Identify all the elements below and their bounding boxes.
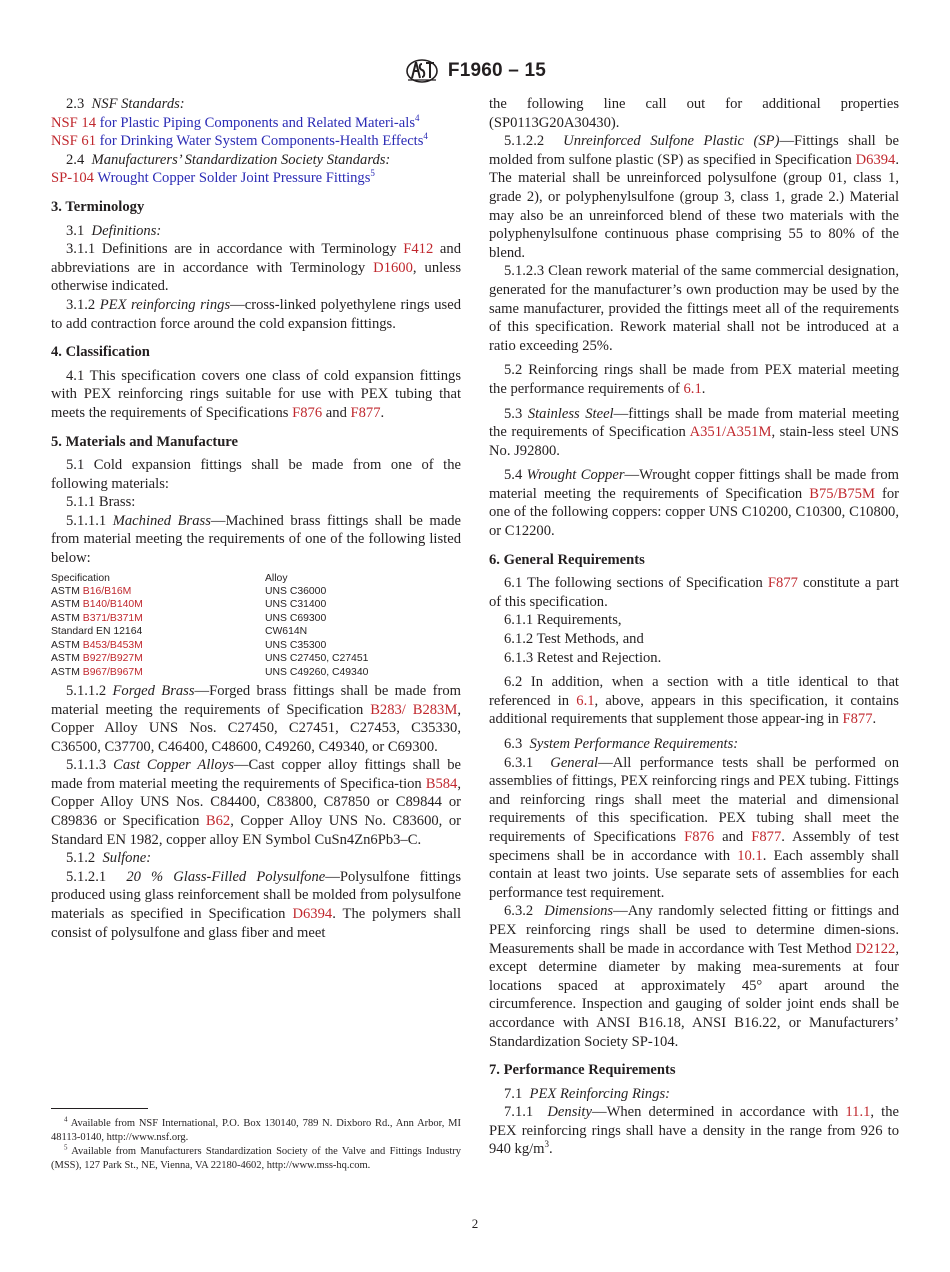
link-6-1[interactable]: 6.1 (576, 692, 595, 709)
link-b283[interactable]: B283/ B283M (370, 701, 458, 718)
link-f877[interactable]: F877 (350, 404, 381, 421)
section-6-2: 6.2 In addition, when a section with a title identical to that referenced in 6.1, above, appears in this specification, it contains additional requirements that supplement those appear-ing in F877. (489, 674, 899, 728)
link-6-1[interactable]: 6.1 (683, 380, 702, 397)
link-b62[interactable]: B62 (205, 813, 231, 830)
link-d2122[interactable]: D2122 (855, 940, 896, 957)
link-f877[interactable]: F877 (767, 575, 798, 592)
link-f877[interactable]: F877 (751, 828, 782, 845)
document-id: F1960 – 15 (447, 60, 547, 81)
column-header-specification: Specification (51, 572, 110, 584)
table-row: ASTM B927/B927M UNS C27450, C27451 (51, 653, 369, 665)
section-3-1: 3.1 Definitions: (66, 222, 162, 239)
section-5-1-2-1: 5.1.2.1 20 % Glass-Filled Polysulfone—Polysulfone fittings produced using glass reinforcement shall be molded from polysulfone materials as specified in Specification D6394. The polymers shall consist of polysulfone and glass fiber and meet (51, 868, 462, 941)
footnotes (51, 1108, 461, 1173)
link-10-1[interactable]: 10.1 (737, 847, 763, 864)
footnote-divider (51, 1108, 148, 1109)
link-nsf-61[interactable]: NSF 61 (51, 133, 97, 150)
link-b140[interactable]: B140/B140M (82, 599, 143, 611)
left-column (51, 95, 461, 942)
section-5-2: 5.2 Reinforcing rings shall be made from PEX material meeting the performance requirements of 6.1. (489, 362, 899, 397)
section-5-1-1-1: 5.1.1.1 Machined Brass—Machined brass fittings shall be made from material meeting the requirements of one of the following listed below: (51, 512, 461, 567)
column-header-alloy: Alloy (265, 572, 288, 584)
footnote-5: $^5$ Available from Manufacturers Standardization Society of the Valve and Fittings Industry (MSS), 127 Park St., NE, Vienna, VA 22180-4602, http://www.mss-hq.com. (51, 1143, 462, 1171)
link-b584[interactable]: B584 (425, 775, 458, 792)
link-11-1[interactable]: 11.1 (845, 1104, 871, 1121)
section-5-3: 5.3 Stainless Steel—fittings shall be made from material meeting the requirements of Specification A351/A351M, stain-less steel UNS No. J92800. (489, 405, 899, 459)
section-7-1-1: 7.1.1 Density—When determined in accordance with 11.1, the PEX reinforcing rings shall have a density in the range from 926 to 940 $kg/m^3$. (489, 1104, 899, 1158)
section-5-4: 5.4 Wrought Copper—Wrought copper fittings shall be made from material meeting the requirements of Specification B75/B75M for one of the following coppers: copper UNS C10200, C10300, C10800, or C12200. (489, 467, 899, 540)
table-header-row (51, 572, 461, 585)
table-row: ASTM B16/B16M UNS C36000 (51, 586, 327, 598)
heading-materials: 5. Materials and Manufacture (51, 433, 238, 450)
link-b453[interactable]: B453/B453M (82, 639, 143, 651)
section-6-1-3: 6.1.3 Retest and Rejection. (504, 649, 662, 666)
table-row: ASTM B371/B371M UNS C69300 (51, 612, 327, 624)
brass-spec-table (51, 572, 461, 679)
footnote-4: $^4$ Available from NSF International, P.O. Box 130140, 789 N. Dixboro Rd., Ann Arbor, MI 48113-0140, http://www.nsf.org. (51, 1115, 462, 1143)
link-f876[interactable]: F876 (292, 404, 323, 421)
section-6-1-1: 6.1.1 Requirements, (504, 612, 622, 629)
section-3-1-2: 3.1.2 PEX reinforcing rings—cross-linked polyethylene rings used to add contraction force around the cold expansion fittings. (51, 296, 461, 332)
section-2-3: 2.3 NSF Standards: (66, 96, 185, 112)
table-row: ASTM B967/B967M UNS C49260, C49340 (51, 666, 369, 678)
section-3-1-1: 3.1.1 Definitions are in accordance with Terminology F412 and abbreviations are in accordance with Terminology D1600, unless otherwise indicated. (51, 241, 462, 295)
link-f412[interactable]: F412 (403, 241, 434, 258)
astm-logo-icon (404, 58, 440, 84)
table-row: Standard EN 12164 CW614N (51, 626, 308, 638)
page-number: 2 (471, 1216, 479, 1231)
table-row: ASTM B140/B140M UNS C31400 (51, 599, 327, 611)
table-row: ASTM B453/B453M UNS C35300 (51, 639, 327, 651)
link-sp-104[interactable]: SP-104 (51, 170, 94, 187)
heading-terminology: 3. Terminology (51, 198, 145, 215)
page-header (0, 56, 950, 86)
link-a351[interactable]: A351/A351M (689, 424, 772, 441)
link-f876[interactable]: F876 (684, 828, 715, 845)
link-b927[interactable]: B927/B927M (82, 653, 143, 665)
continuation-text: the following line call out for additional properties (SP0113G20A30430). (489, 96, 899, 131)
section-5-1-1-2: 5.1.1.2 Forged Brass—Forged brass fittings shall be made from material meeting the requirements of Specification B283/ B283M, Copper Alloy UNS Nos. C27450, C27451, C27453, C35330, C36500, C37700, C46400, C48600, C49260, C49340, or C69300. (51, 682, 461, 755)
section-6-3-1: 6.3.1 General—All performance tests shall be performed on assemblies of fittings, PEX reinforcing rings and PEX tubing. Fittings and reinforcing rings shall meet the material and dimensional requirements of this specification. PEX tubing shall meet the requirements of Specifications F876 and F877. Assembly of test specimens shall be in accordance with 10.1. Each assembly shall contain at least two joints. Use separate sets of assemblies for each performance test requirement. (489, 754, 900, 901)
link-nsf-14-title[interactable]: for Plastic Piping Components and Related Materi-als (99, 114, 416, 131)
section-4-1: 4.1 This specification covers one class of cold expansion fittings with PEX reinforcing rings suitable for use with PEX tubing that meets the requirements of Specifications F876 and F877. (51, 367, 461, 421)
section-5-1-1-3: 5.1.1.3 Cast Copper Alloys—Cast copper alloy fittings shall be made from material meeting the requirements of Specifica-tion B584, Copper Alloy UNS Nos. C84400, C83800, C87850 or C89844 or C89836 or Specification B62, Copper Alloy UNS No. C83600, or Standard EN 1982, copper alloy EN Symbol CuSn4Zn6Pb3–C. (51, 757, 461, 848)
section-5-1-1: 5.1.1 Brass: (66, 494, 136, 511)
link-d1600[interactable]: D1600 (373, 259, 413, 276)
link-b16[interactable]: B16/B16M (82, 586, 132, 598)
reference-nsf-14[interactable]: NSF 14 for Plastic Piping Components and Related Materi-als$^4$ (51, 112, 420, 131)
heading-classification: 4. Classification (51, 344, 150, 361)
section-5-1: 5.1 Cold expansion fittings shall be made from one of the following materials: (51, 457, 461, 492)
section-6-1-2: 6.1.2 Test Methods, and (504, 631, 644, 648)
link-d6394[interactable]: D6394 (292, 906, 333, 923)
section-6-3: 6.3 System Performance Requirements: (504, 736, 739, 752)
link-b371[interactable]: B371/B371M (82, 612, 143, 624)
link-d6394[interactable]: D6394 (855, 151, 896, 168)
section-2-4: 2.4 Manufacturers’ Standardization Society Standards: (66, 151, 391, 168)
reference-sp-104[interactable]: SP-104 Wrought Copper Solder Joint Pressure Fittings$^5$ (51, 168, 375, 187)
section-5-1-2: 5.1.2 Sulfone: (66, 850, 152, 867)
heading-performance-requirements: 7. Performance Requirements (489, 1062, 676, 1079)
link-f877[interactable]: F877 (842, 711, 873, 728)
link-b967[interactable]: B967/B967M (82, 666, 143, 678)
link-nsf-61-title[interactable]: for Drinking Water System Components-Health Effects (99, 133, 424, 150)
section-6-1: 6.1 The following sections of Specification F877 constitute a part of this specification. (489, 575, 899, 610)
reference-nsf-61[interactable]: NSF 61 for Drinking Water System Components-Health Effects$^4$ (51, 131, 428, 150)
link-nsf-14[interactable]: NSF 14 (51, 114, 97, 131)
link-sp-104-title[interactable]: Wrought Copper Solder Joint Pressure Fittings (97, 170, 371, 187)
heading-general-requirements: 6. General Requirements (489, 551, 645, 568)
right-column (489, 95, 899, 1159)
section-5-1-2-2: 5.1.2.2 Unreinforced Sulfone Plastic (SP)—Fittings shall be molded from sulfone plastic (SP) as specified in Specification D6394. The material shall be unreinforced polysulfone (group 01, class 1, grade 2), or polyphenylsulfone (group 3, class 1, grade 2.) Material may also be an unreinforced blend of these two materials with the polyphenylsulfone continuous phase comprising 55 to 80% of the blend. (489, 133, 899, 261)
section-7-1: 7.1 PEX Reinforcing Rings: (504, 1085, 671, 1102)
section-5-1-2-3: 5.1.2.3 Clean rework material of the same commercial designation, generated for the manufacturer’s own production may be used by the same manufacturer, provided the fittings meet all of the requirements of this specification. Rework material shall not be introduced at a ratio exceeding 25%. (489, 263, 899, 354)
link-b75[interactable]: B75/B75M (809, 485, 875, 502)
section-6-3-2: 6.3.2 Dimensions—Any randomly selected fitting or fittings and PEX reinforcing rings shall be used to determine dimen-sions. Measurements shall be made in accordance with Test Method D2122, except determine diameter by making mea-surements at four locations spaced at approximately 45° apart around the circumference. Inspection and gauging of solder joint ends shall be accordance with ANSI B16.18, ANSI B16.22, or Manufacturers’ Standardization Society SP-104. (489, 903, 900, 1050)
